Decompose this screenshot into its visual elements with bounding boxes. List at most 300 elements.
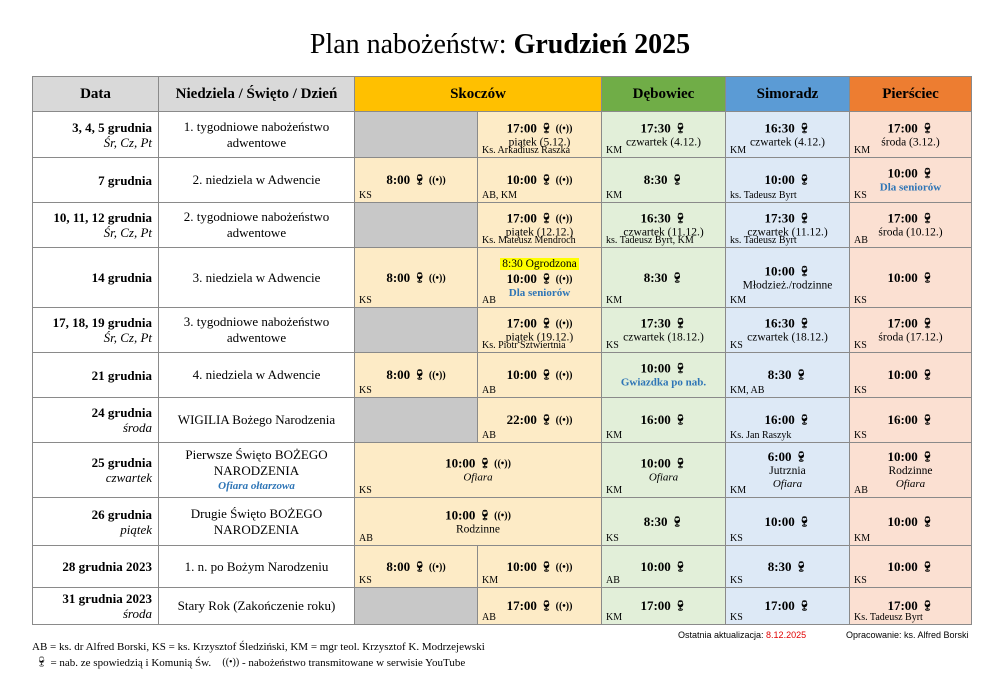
broadcast-icon: ((•)): [428, 561, 446, 573]
skoczow-early-cell: [355, 588, 478, 625]
priest-code: KM: [606, 190, 623, 201]
highlight-line: [478, 256, 601, 271]
service-cell: [355, 443, 601, 497]
service-info: [478, 559, 601, 575]
service-info: [850, 514, 971, 530]
service-time: 6:00 🍷︎: [767, 449, 808, 464]
priest-code: KM: [730, 295, 747, 306]
service-time: 17:00 🍷︎ ((•)): [506, 210, 573, 226]
piersciec-cell: [850, 398, 972, 443]
date-main: 21 grudnia: [91, 367, 152, 383]
table-row: [33, 398, 972, 443]
communion-cup-icon: 🍷︎: [920, 123, 934, 134]
service-cell: [355, 498, 601, 545]
priest-code: Ks. Mateusz Mendroch: [482, 235, 576, 246]
communion-cup-icon: 🍷︎: [920, 601, 934, 612]
service-time: 10:00 🍷︎: [764, 172, 811, 187]
skoczow-main-cell: [478, 203, 602, 248]
service-subtitle: Rodzinne: [888, 465, 933, 477]
date-main: 10, 11, 12 grudnia: [53, 210, 152, 225]
priest-code: KM: [606, 295, 623, 306]
service-cell: [602, 308, 725, 352]
day-name-cell: [159, 353, 355, 398]
service-info: [726, 598, 849, 614]
service-cell: [726, 203, 849, 247]
service-time: 16:00 🍷︎: [764, 412, 811, 427]
priest-code: KM: [854, 533, 871, 544]
priest-code: AB: [854, 235, 868, 246]
service-subtitle: czwartek (18.12.): [623, 331, 704, 344]
broadcast-icon: ((•)): [555, 318, 573, 330]
debowiec-cell: [602, 498, 726, 546]
service-subtitle: piątek (5.12.): [508, 136, 571, 148]
broadcast-icon: ((•)): [555, 370, 573, 381]
broadcast-icon: ((•)): [555, 561, 573, 573]
day-name: 1. n. po Bożym Narodzeniu: [184, 558, 329, 574]
priest-code: KM: [854, 145, 871, 156]
service-time: 10:00 🍷︎ ((•)): [506, 172, 573, 187]
header-day: Niedziela / Święto / Dzień: [159, 77, 355, 112]
skoczow-main-cell: [478, 588, 602, 625]
piersciec-cell: [850, 203, 972, 248]
table-row: [33, 248, 972, 308]
day-name-cell: [159, 112, 355, 158]
table-row: [33, 546, 972, 588]
simoradz-cell: [726, 112, 850, 158]
service-cell: [602, 203, 725, 247]
date-main: 17, 18, 19 grudnia: [52, 315, 152, 330]
date-main: 7 grudnia: [98, 172, 152, 188]
service-info: [478, 367, 601, 383]
broadcast-icon: ((•)): [494, 510, 511, 521]
communion-cup-icon: 🍷︎: [673, 318, 687, 330]
day-name: 3. niedziela w Adwencie: [192, 269, 321, 285]
communion-cup-icon: 🍷︎: [794, 561, 808, 573]
communion-cup-icon: 🍷︎: [539, 318, 553, 330]
simoradz-cell: [726, 353, 850, 398]
communion-cup-icon: 🍷︎: [673, 415, 687, 426]
service-cell: [726, 443, 849, 497]
skoczow-main-cell: [478, 248, 602, 308]
service-cell: [478, 112, 601, 157]
service-info: [850, 270, 971, 286]
broadcast-icon: ((•)): [428, 370, 446, 381]
day-name: Drugie Święto BOŻEGO NARODZENIA: [190, 505, 323, 537]
piersciec-cell: [850, 248, 972, 308]
title-month: Grudzień 2025: [513, 29, 691, 60]
communion-cup-icon: 🍷︎: [539, 370, 553, 381]
skoczow-early-cell: [355, 112, 478, 158]
service-info: [850, 211, 971, 240]
service-cell: [478, 546, 601, 587]
service-cell: [478, 308, 601, 352]
broadcast-icon: ((•)): [555, 123, 573, 134]
priest-code: KS: [359, 575, 372, 586]
service-time: 10:00 🍷︎: [640, 360, 687, 376]
service-time: 10:00 🍷︎ ((•)): [506, 270, 573, 286]
service-info: [726, 263, 849, 292]
service-time: 8:30 🍷︎: [767, 367, 808, 382]
service-time: 10:00 🍷︎: [764, 263, 811, 278]
communion-cup-icon: 🍷︎: [673, 123, 687, 134]
service-info: [478, 598, 601, 614]
communion-cup-icon: 🍷︎: [670, 516, 684, 528]
day-name-cell: [159, 398, 355, 443]
table-row: [33, 203, 972, 248]
date-days: Śr, Cz, Pt: [103, 330, 152, 345]
service-info: [726, 514, 849, 530]
service-subtitle: środa (3.12.): [881, 136, 940, 148]
service-subtitle: czwartek (11.12.): [747, 226, 828, 239]
communion-cup-icon: 🍷︎: [794, 452, 808, 463]
date-main: 28 grudnia 2023: [62, 559, 152, 574]
service-info: [602, 456, 725, 485]
communion-cup-icon: 🍷︎: [920, 415, 934, 426]
table-row: [33, 353, 972, 398]
date-main: 3, 4, 5 grudnia: [72, 119, 152, 135]
service-cell: [478, 158, 601, 202]
priest-code: AB: [482, 430, 496, 441]
priest-code: ks. Tadeusz Byrt: [730, 190, 797, 201]
priest-code: Ks. Jan Raszyk: [730, 430, 792, 441]
service-subtitle: czwartek (4.12.): [749, 136, 826, 148]
priest-code: KS: [854, 430, 867, 441]
priest-code: KM: [606, 485, 623, 496]
priest-code: KM: [482, 575, 499, 586]
debowiec-cell: [602, 588, 726, 625]
priest-code: Ks. Tadeusz Byrt: [854, 612, 923, 623]
priest-code: KS: [606, 533, 619, 544]
communion-cup-icon: 🍷︎: [794, 370, 808, 381]
service-cell: [355, 353, 477, 397]
service-info: [602, 270, 725, 286]
service-info: [726, 559, 849, 575]
communion-cup-icon: 🍷︎: [413, 561, 426, 573]
service-info: [602, 361, 725, 390]
service-time: 10:00 🍷︎: [887, 367, 934, 382]
service-time: 10:00 🍷︎ ((•)): [445, 455, 511, 471]
simoradz-cell: [726, 546, 850, 588]
date-cell: [33, 443, 159, 498]
service-time: 10:00 🍷︎ ((•)): [506, 367, 573, 382]
date-main: 24 grudnia: [91, 405, 152, 420]
day-name-cell: [159, 203, 355, 248]
communion-cup-icon: 🍷︎: [920, 516, 934, 528]
day-name: 2. niedziela w Adwencie: [192, 172, 321, 187]
header-simoradz: Simoradz: [726, 77, 850, 112]
service-cell: [355, 158, 477, 202]
header-date: Data: [33, 77, 159, 112]
service-time: 10:00 🍷︎: [640, 455, 687, 471]
priest-code: KM, AB: [730, 385, 765, 396]
service-info: [478, 256, 601, 300]
service-cell: [850, 158, 971, 202]
date-days: Śr, Cz, Pt: [103, 225, 152, 240]
service-cell: [726, 398, 849, 442]
day-name-cell: [159, 308, 355, 353]
service-time: 16:30 🍷︎: [640, 210, 687, 226]
service-time: 8:00 🍷︎ ((•)): [386, 172, 446, 187]
skoczow-main-cell: [478, 158, 602, 203]
service-cell: [850, 308, 971, 352]
date-cell: [33, 248, 159, 308]
communion-cup-icon: 🍷︎: [673, 458, 687, 470]
communion-cup-icon: 🍷︎: [797, 318, 811, 330]
date-main: 25 grudnia: [91, 455, 152, 470]
service-cell: [850, 546, 971, 587]
priest-code: KM: [730, 145, 747, 156]
day-note: Ofiara ołtarzowa: [218, 480, 295, 492]
service-time: 17:00 🍷︎: [640, 598, 687, 613]
day-name-cell: [159, 498, 355, 546]
service-cell: [850, 248, 971, 307]
service-time: 8:30 🍷︎: [767, 558, 808, 574]
service-time: 10:00 🍷︎ ((•)): [506, 558, 573, 574]
service-note: Ofiara: [772, 478, 803, 490]
service-info: [355, 270, 477, 286]
debowiec-cell: [602, 203, 726, 248]
service-time: 10:00 🍷︎ ((•)): [445, 507, 511, 522]
service-cell: [850, 588, 971, 624]
communion-cup-icon: 🍷︎: [670, 175, 684, 186]
communion-cup-icon: 🍷︎: [920, 318, 934, 330]
service-cell: [602, 112, 725, 157]
service-info: [726, 316, 849, 345]
service-info: [726, 367, 849, 383]
day-name: 1. tygodniowe nabożeństwo adwentowe: [183, 118, 330, 150]
communion-cup-icon: 🍷︎: [539, 601, 553, 612]
service-info: [602, 514, 725, 530]
broadcast-icon: ((•)): [555, 601, 573, 612]
author-credit: Opracowanie: ks. Alfred Borski: [846, 630, 969, 640]
service-info: [478, 172, 601, 188]
skoczow-early-cell: [355, 353, 478, 398]
service-note: Ofiara: [648, 471, 679, 484]
skoczow-main-cell: [478, 546, 602, 588]
service-info: [602, 412, 725, 428]
service-info: [726, 412, 849, 428]
legend-stream-text: - nabożeństwo transmitowane w serwisie YouTube: [241, 657, 466, 669]
last-updated-label: Ostatnia aktualizacja:: [678, 630, 767, 640]
communion-cup-icon: 🍷︎: [673, 601, 687, 612]
service-info: [850, 449, 971, 491]
debowiec-cell: [602, 158, 726, 203]
priest-code: KS: [359, 190, 372, 201]
table-row: [33, 498, 972, 546]
service-cell: [850, 498, 971, 545]
broadcast-icon: ((•)): [555, 213, 573, 225]
service-time: 16:30 🍷︎: [764, 315, 811, 331]
service-cell: [850, 353, 971, 397]
service-info: [602, 172, 725, 188]
service-info: [355, 559, 477, 575]
priest-code: KS: [854, 190, 867, 201]
day-name-cell: [159, 588, 355, 625]
date-days: czwartek: [105, 470, 152, 485]
service-cell: [726, 248, 849, 307]
date-main: 14 grudnia: [91, 270, 152, 285]
priest-code: AB: [482, 612, 496, 623]
service-time: 8:30 🍷︎: [643, 269, 684, 285]
service-info: [850, 412, 971, 428]
service-cell: [602, 498, 725, 545]
service-cell: [726, 498, 849, 545]
highlight-note: 8:30 Ogrodzona: [502, 257, 577, 270]
date-days: Śr, Cz, Pt: [103, 134, 152, 150]
day-name-cell: [159, 248, 355, 308]
priest-code: KS: [854, 340, 867, 351]
priest-code: KS: [854, 575, 867, 586]
piersciec-cell: [850, 498, 972, 546]
service-cell: [602, 398, 725, 442]
service-time: 17:00 🍷︎ ((•)): [506, 120, 573, 135]
communion-cup-icon: 🍷︎: [920, 452, 934, 463]
skoczow-early-cell: [355, 203, 478, 248]
service-cell: [478, 248, 601, 307]
piersciec-cell: [850, 588, 972, 625]
priest-code: KM: [606, 612, 623, 623]
service-info: [355, 367, 477, 383]
table-row: [33, 112, 972, 158]
service-cell: [850, 443, 971, 497]
service-time: 16:00 🍷︎: [640, 412, 687, 427]
service-info: [850, 316, 971, 345]
service-cell: [602, 443, 725, 497]
debowiec-cell: [602, 398, 726, 443]
communion-cup-icon: 🍷︎: [478, 458, 492, 470]
service-cell: [478, 353, 601, 397]
simoradz-cell: [726, 443, 850, 498]
communion-cup-icon: 🍷︎: [539, 415, 553, 426]
service-time: 8:00 🍷︎ ((•)): [386, 367, 446, 382]
broadcast-icon: ((•)): [428, 175, 446, 186]
communion-cup-icon: 🍷︎: [539, 273, 553, 285]
date-main: 26 grudnia: [91, 506, 152, 522]
service-cell: [850, 398, 971, 442]
communion-cup-icon: 🍷︎: [797, 601, 811, 612]
day-name-cell: [159, 443, 355, 498]
service-cell: [850, 112, 971, 157]
skoczow-early-cell: [355, 158, 478, 203]
date-cell: [33, 353, 159, 398]
service-time: 17:00 🍷︎: [764, 598, 811, 613]
communion-cup-icon: 🍷︎: [539, 175, 553, 186]
service-highlight: Dla seniorów: [879, 181, 942, 194]
schedule-table: [32, 76, 972, 625]
table-row: [33, 588, 972, 625]
priest-code: Ks. Arkadiusz Raszka: [482, 145, 571, 156]
table-row: [33, 158, 972, 203]
service-info: [850, 367, 971, 383]
communion-cup-icon: 🍷︎: [413, 175, 426, 186]
broadcast-icon: ((•)): [555, 415, 573, 426]
debowiec-cell: [602, 112, 726, 158]
date-cell: [33, 112, 159, 158]
service-cell: [602, 353, 725, 397]
title-prefix: Plan nabożeństw:: [309, 29, 507, 60]
service-time: 17:30 🍷︎: [640, 120, 687, 135]
broadcast-icon: ((•)): [494, 458, 511, 470]
service-time: 17:30 🍷︎: [640, 315, 687, 331]
communion-cup-icon: 🍷︎: [920, 370, 934, 381]
service-subtitle: Młodzież./rodzinne: [742, 279, 833, 291]
priest-code: KS: [359, 485, 372, 496]
service-time: 17:00 🍷︎: [887, 120, 934, 135]
communion-cup-icon: 🍷︎: [539, 123, 553, 134]
broadcast-icon: ((•)): [428, 272, 446, 284]
header-piersciec: Pierściec: [850, 77, 972, 112]
service-info: [726, 172, 849, 188]
service-time: 17:00 🍷︎: [887, 210, 934, 226]
debowiec-cell: [602, 353, 726, 398]
date-cell: [33, 308, 159, 353]
service-time: 17:00 🍷︎ ((•)): [506, 315, 573, 331]
header-skoczow: Skoczów: [355, 77, 602, 112]
skoczow-main-cell: [478, 353, 602, 398]
communion-cup-icon: 🍷︎: [797, 516, 811, 528]
simoradz-cell: [726, 248, 850, 308]
priest-code: KS: [854, 295, 867, 306]
communion-cup-icon: 🍷︎: [413, 370, 426, 381]
priest-code: AB: [606, 575, 620, 586]
date-cell: [33, 498, 159, 546]
service-time: 10:00 🍷︎: [764, 513, 811, 529]
service-time: 10:00 🍷︎: [887, 558, 934, 574]
debowiec-cell: [602, 443, 726, 498]
service-time: 8:30 🍷︎: [643, 513, 684, 529]
date-cell: [33, 203, 159, 248]
communion-cup-icon: 🍷︎: [920, 213, 934, 225]
simoradz-cell: [726, 308, 850, 353]
service-time: 17:00 🍷︎ ((•)): [506, 598, 573, 613]
service-info: [355, 507, 601, 536]
service-time: 8:00 🍷︎ ((•)): [386, 558, 446, 574]
service-time: 16:30 🍷︎: [764, 120, 811, 135]
communion-cup-icon: 🍷︎: [673, 561, 687, 573]
service-cell: [478, 203, 601, 247]
service-time: 16:00 🍷︎: [887, 412, 934, 427]
header-debowiec: Dębowiec: [602, 77, 726, 112]
service-cell: [726, 588, 849, 624]
service-cell: [726, 308, 849, 352]
priest-code: AB: [482, 385, 496, 396]
priest-code: Ks. Piotr Sztwiertnia: [482, 340, 566, 351]
service-info: [602, 316, 725, 345]
skoczow-early-cell: [355, 546, 478, 588]
priest-code: KM: [606, 430, 623, 441]
legend-icons: [32, 656, 792, 670]
service-cell: [850, 203, 971, 247]
service-cell: [726, 546, 849, 587]
piersciec-cell: [850, 546, 972, 588]
service-cell: [602, 588, 725, 624]
service-subtitle: czwartek (18.12.): [747, 331, 828, 344]
priest-code: KS: [359, 295, 372, 306]
communion-cup-icon: 🍷︎: [35, 657, 48, 668]
service-time: 10:00 🍷︎: [887, 269, 934, 285]
table-row: [33, 308, 972, 353]
debowiec-cell: [602, 308, 726, 353]
service-subtitle: piątek (19.12.): [505, 331, 574, 344]
service-cell: [478, 398, 601, 442]
priest-code: AB, KM: [482, 190, 518, 201]
date-days: środa: [122, 420, 152, 435]
service-info: [478, 412, 601, 428]
service-subtitle: środa (17.12.): [878, 331, 943, 344]
skoczow-main-cell: [478, 112, 602, 158]
service-subtitle: piątek (12.12.): [505, 226, 574, 239]
priest-code: KS: [854, 385, 867, 396]
